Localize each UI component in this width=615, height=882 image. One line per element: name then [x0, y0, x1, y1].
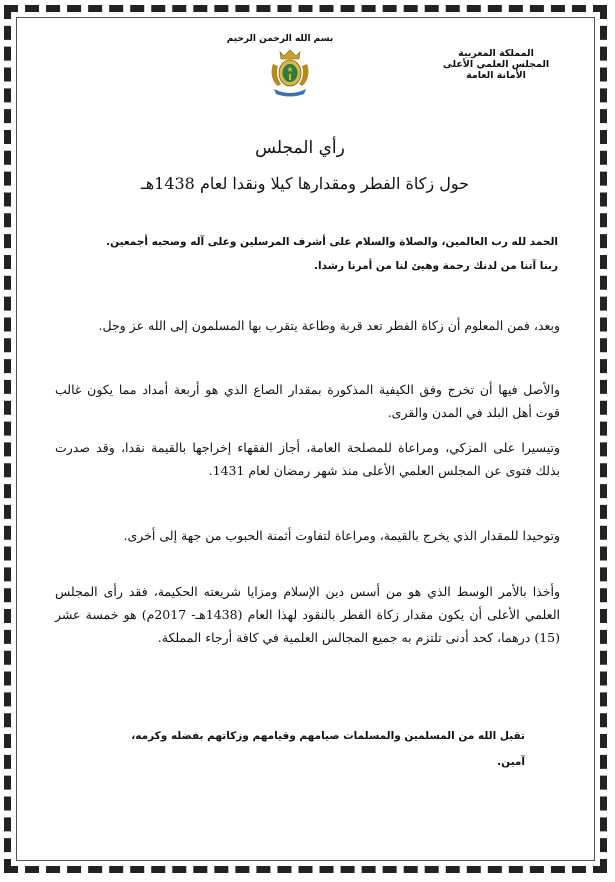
header-line-secretariat: الأمانة العامة: [466, 70, 526, 81]
intro-praise: الحمد لله رب العالمين، والصلاة والسلام على أشرف المرسلين وعلى آله وصحبه أجمعين.: [106, 236, 558, 248]
document-subtitle: حول زكاة الفطر ومقدارها كيلا ونقدا لعام 1438هـ: [141, 174, 469, 193]
header-line-council: المجلس العلمي الأعلى: [442, 59, 550, 70]
paragraph: وبعد، فمن المعلوم أن زكاة الفطر تعد قربة وطاعة يتقرب بها المسلمون إلى الله عز وجل.: [98, 318, 560, 333]
document-title: رأي المجلس: [255, 138, 345, 158]
paragraph: وتوحيدا للمقدار الذي يخرج بالقيمة، ومراعاة لتفاوت أثمنة الحبوب من جهة إلى أخرى.: [123, 528, 560, 543]
paragraph: وتيسيرا على المزكي، ومراعاة للمصلحة العامة، أجاز الفقهاء إخراجها بالقيمة نقدا، وقد صدرت بذلك فتوى عن المجلس العلمي الأعلى منذ شهر رمضان لعام 1431.: [55, 440, 560, 478]
paragraph: والأصل فيها أن تخرج وفق الكيفية المذكورة بمقدار الصاع الذي هو أربعة أمداد مما يكون غالب قوت أهل البلد في المدن والقرى.: [55, 382, 560, 420]
closing-amen: آمين.: [497, 756, 525, 768]
closing-prayer: تقبل الله من المسلمين والمسلمات صيامهم وقيامهم وزكاتهم بفضله وكرمه،: [131, 730, 525, 742]
header-line-kingdom: المملكة المغربية: [458, 48, 534, 59]
intro-prayer: ربنا آتنا من لدنك رحمة وهيئ لنا من أمرنا رشدا.: [314, 260, 558, 272]
royal-emblem-icon: [268, 48, 312, 98]
paragraph: وأخذا بالأمر الوسط الذي هو من أسس دين الإسلام ومزايا شريعته الحكيمة، فقد رأى المجلس العلمي الأعلى أن يكون مقدار زكاة الفطر بالنقود لهذا العام (1438هـ- 2017م) هو خمسة عشر (15) درهما، كحد أدنى تلتزم به جميع المجالس العلمية في كافة أرجاء المملكة.: [55, 584, 560, 645]
institution-header: [421, 48, 571, 81]
basmala: بسم الله الرحمن الرحيم: [226, 34, 334, 44]
